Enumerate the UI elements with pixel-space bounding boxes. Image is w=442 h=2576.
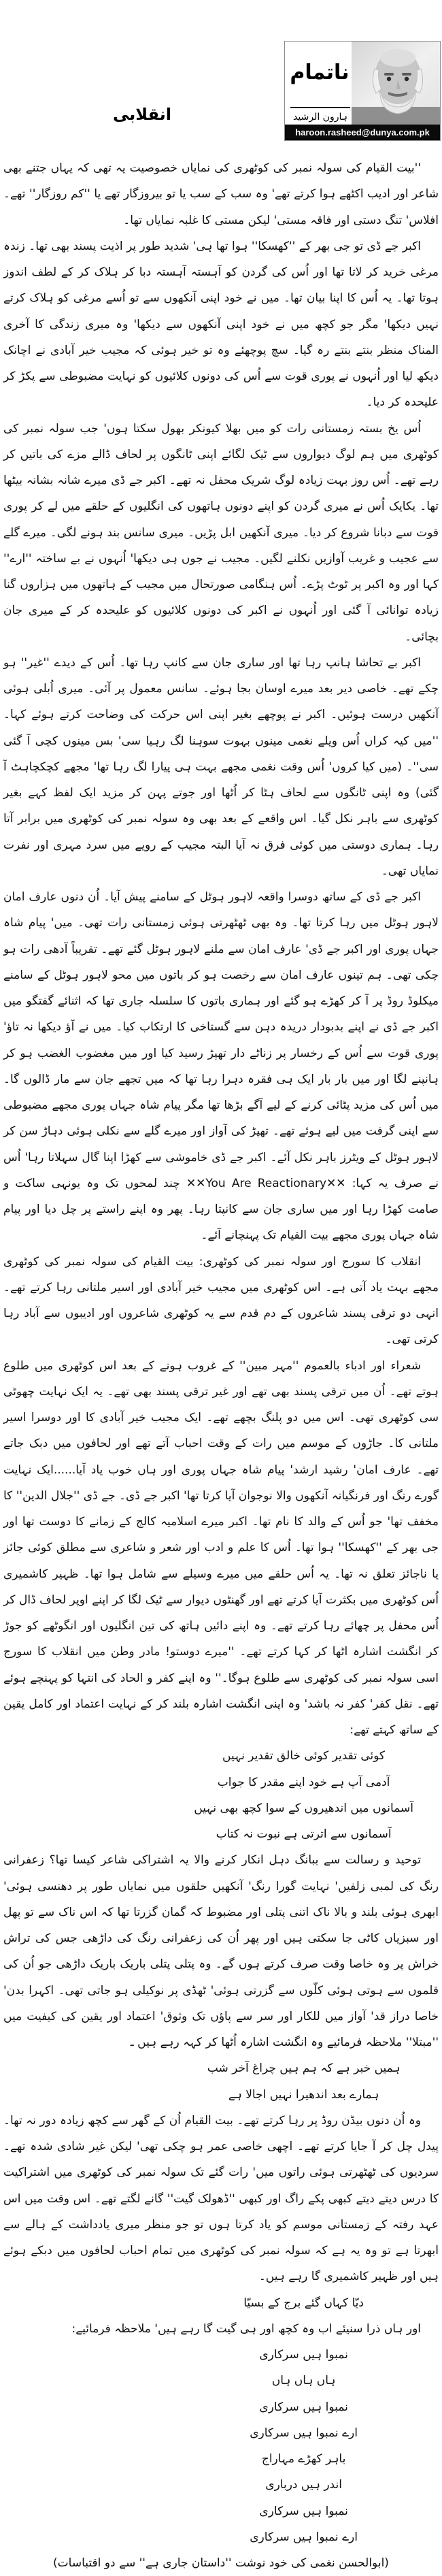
body-paragraph: توحید و رسالت سے ببانگ دہل انکار کرنے والا یہ اشتراکی شاعر کیسا تھا؟ زعفرانی رنگ کی لمبی زلفیں' نہایت گورا رنگ' آنکھیں حلقوں میں نمایاں طور پر دھنسی ہوئی' ابھری ہوئی بلند و بالا ناک اتنی پتلی اور مضبوط کہ گمان گزرتا تھا کہ اس ناک سے تو پھل اور سبزیاں کاٹی جا سکتی ہیں اور پھر اُن کی زعفرانی رنگ کی داڑھی جس کی تراش خراش پر وہ خاصا وقت صرف کرتے ہوں گے۔ وہ پتلی پتلی باریک باریک داڑھی جو اُن کی قلموں سے ہوتی ہوئی کلّوں سے گزرتی ہوئی' ٹھڈی پر نوکیلی ہو جاتی تھی۔ اکہرا بدن' خاصا دراز قد' آواز میں للکار اور سر سے پاؤں تک وثوق' اعتماد اور یقین کی کیفیت میں ''مبتلا'' ملاحظہ فرمائیے وہ انگشت اشارہ اُٹھا کر کہہ رہے ہیں ـ — [3, 1853, 439, 2049]
author-photo — [352, 42, 440, 125]
body-paragraph: اکبر جے ڈی تو جی بھر کے ''کھسکا'' ہوا تھا ہی' شدید طور پر اذیت پسند بھی تھا۔ زندہ مرغی خرید کر لاتا تھا اور اُس کی گردن کو آہستہ آہستہ دبا کر ہلاک کر کے لطف اندوز ہوتا تھا۔ یہ اُس کا اپنا بیان تھا۔ میں نے خود اپنی آنکھوں سے تو اُسے مرغی کو ہلاک کرتے نہیں دیکھا' مگر جو کچھ میں نے خود اپنی آنکھوں سے دیکھا' وہ میری زندگی کا آخری المناک منظر بنتے بنتے رہ گیا۔ سچ پوچھئے وہ تو خیر ہوئی کہ مجیب خیر آبادی نے اچانک دیکھ لیا اور اُنہوں نے پوری قوت سے اُس کی دونوں کلائیوں کو نہایت مضبوطی سے پکڑ کر علیحدہ کر دیا۔ — [3, 239, 439, 410]
article-body — [0, 155, 442, 2576]
masthead-divider — [290, 107, 350, 108]
body-paragraph: ''بیت القیام کی سولہ نمبر کی کوٹھری کی نمایاں خصوصیت یہ تھی کہ یہاں جتنے بھی شاعر اور ادیب اکٹھے ہوا کرتے تھے' وہ سب کے سب یا تو بیروزگار تھے یا ''کم روزگار'' تھے۔ افلاس' تنگ دستی اور فاقہ مستی' لیکن مستی کا غلبہ نمایاں تھا۔ — [3, 161, 439, 227]
verse-line: ارے نمبوا ہیں سرکاری — [250, 2530, 358, 2544]
column-logo: ناتمام — [290, 61, 350, 84]
verse-line: نمبوا ہیں سرکاری — [259, 2504, 348, 2518]
body-paragraph: اُس یخ بستہ زمستانی رات کو میں بھلا کیونکر بھول سکتا ہوں' جب سولہ نمبر کی کوٹھری میں ہم لوگ دیواروں سے ٹیک لگائے اپنی ٹانگوں پر لحاف ڈالے مزے کی باتیں کر رہے تھے۔ اُس روز بہت زیادہ لوگ شریک محفل نہ تھے۔ اکبر جے ڈی میرے شانہ بشانہ بیٹھا تھا۔ یکایک اُس نے میری گردن کو اپنے دونوں ہاتھوں کی انگلیوں کے حلقے میں لے کر پوری قوت سے دبانا شروع کر دیا۔ میری آنکھیں ابل پڑیں۔ میری سانس بند ہونے لگی۔ میرے گلے سے عجیب و غریب آوازیں نکلنے لگیں۔ مجیب نے جوں ہی دیکھا' اُنہوں نے بے ساختہ ''ارے'' کہا اور وہ اکبر پر ٹوٹ پڑے۔ اُس ہنگامی صورتحال میں مجیب کے ہاتھوں میں ہزاروں گنا زیادہ توانائی آ گئی اور اُنہوں نے اکبر کی دونوں کلائیوں کو علیحدہ کر کے میری جان بچائی۔ — [3, 421, 439, 644]
verse-line: کوئی تقدیر کوئی خالق تقدیر نہیں — [222, 1749, 386, 1763]
verse-line: نمبوا ہیں سرکاری — [259, 2348, 348, 2362]
article-title: انقلابی — [112, 105, 172, 125]
verse-line: ہاں ہاں ہاں — [271, 2374, 336, 2388]
body-paragraph: شعراء اور ادباء بالعموم ''مہر مبین'' کے غروب ہونے کے بعد اس کوٹھری میں طلوع ہوتے تھے۔ اُن میں ترقی پسند بھی تھے اور غیر ترقی پسند بھی تھے۔ یہ ایک نہایت چھوٹی سی کوٹھری تھی۔ اس میں دو پلنگ بچھے تھے۔ ایک مجیب خیر آبادی کا اور دوسرا اسیر ملتانی کا۔ جاڑوں کے موسم میں رات کے وقت احباب آتے تھے اور لحافوں میں دبک جاتے تھے۔ عارف امان' رشید ارشد' پیام شاہ جہاں پوری اور ہاں خوب یاد آیا......ایک نہایت گورے رنگ اور فرنگیانہ آنکھوں والا نوجوان آیا کرتا تھا' اکبر جے ڈی۔ جے ڈی ''جلال الدین'' کا مخفف تھا' جو اُس کے والد کا نام تھا۔ اکبر میرے اسلامیہ کالج کے زمانے کا دوست تھا اور جی بھر کے ''کھسکا'' ہوا تھا۔ اُس کا علم و ادب اور شعر و شاعری سے مطلق کوئی جائز یا ناجائز تعلق نہ تھا۔ یہ اُس حلقے میں میرے وسیلے سے شامل ہوا تھا۔ ظہیر کاشمیری اُس کوٹھری میں بکثرت آیا کرتے تھے اور گھنٹوں دیوار سے ٹیک لگا کر اپنے اوپر لحاف ڈال کر اُس محفل پر چھائے رہا کرتے تھے۔ وہ اپنے دائیں ہاتھ کی تین انگلیوں اور انگوٹھے کو جوڑ کر انگشت اشارہ اٹھا کر کہا کرتے تھے۔ ''میرے دوستو! مادر وطن میں انقلاب کا سورج اسی سولہ نمبر کی کوٹھری سے طلوع ہوگا۔'' وہ اپنے کفر و الحاد کی انتہا کو پہنچے ہوئے تھے۔ نقل کفر' کفر نہ باشد' وہ اپنی انگشت اشارہ بلند کر کے نہایت اعتماد اور کامل یقین کے ساتھ کہتے تھے: — [3, 1358, 439, 1737]
masthead — [284, 41, 441, 141]
citation-line: (ابوالحسن نغمی کی خود نوشت ''داستان جاری ہے'' سے دو اقتباسات) — [53, 2556, 389, 2570]
verse-line: آدمی آپ ہے خود اپنے مقدر کا جواب — [217, 1775, 390, 1789]
verse-line: باہر کھڑے مہاراج — [261, 2452, 346, 2466]
verse-line: آسمانوں سے اترتی ہے نبوت نہ کتاب — [216, 1827, 392, 1841]
verse-line: ہمیں خبر ہے کہ ہم ہیں چراغ آخر شب — [207, 2061, 401, 2076]
verse-line: ہمارے بعد اندھیرا نہیں اجالا ہے — [228, 2087, 379, 2102]
verse-line: اندر ہیں درباری — [265, 2478, 342, 2492]
verse-line: ارے نمبوا ہیں سرکاری — [250, 2426, 358, 2440]
author-name: ہارون الرشید — [293, 112, 347, 123]
verse-line: دیّا کہاں گئے برج کے بسیّا — [243, 2296, 364, 2310]
verse-line: آسمانوں میں اندھیروں کے سوا کچھ بھی نہیں — [194, 1801, 413, 1815]
verse-line: نمبوا ہیں سرکاری — [259, 2400, 348, 2414]
body-paragraph: وہ اُن دنوں بیڈن روڈ پر رہا کرتے تھے۔ بیت القیام اُن کے گھر سے کچھ زیادہ دور نہ تھا۔ پیدل چل کر آ جایا کرتے تھے۔ اچھی خاصی عمر ہو چکی تھی' لیکن غیر شادی شدہ تھے۔ سردیوں کی ٹھٹھرتی ہوئی راتوں میں' رات گئے تک سولہ نمبر کی کوٹھری میں اشتراکیت کا درس دیتے دیتے کبھی پکے راگ اور کبھی ''ڈھولک گیت'' گانے لگتے تھے۔ اس وقت میں اس عہد رفتہ کے زمستانی موسم کو یاد کرتا ہوں تو جو منظر میری یادداشت کے ہالے سے ابھرتا ہے تو وہ یہ ہے کہ سولہ نمبر کی کوٹھری میں تمام احباب لحافوں میں دبکے ہوئے ہیں اور ظہیر کاشمیری گا رہے ہیں۔ — [3, 2113, 439, 2284]
body-paragraph: اور ہاں ذرا سنیئے اب وہ کچھ اور ہی گیت گا رہے ہیں' ملاحظہ فرمائیے: — [71, 2321, 421, 2336]
author-email: haroon.rasheed@dunya.com.pk — [285, 125, 440, 140]
body-paragraph: اکبر بے تحاشا ہانپ رہا تھا اور ساری جان سے کانپ رہا تھا۔ اُس کے دیدے ''غیر'' ہو چکے تھے۔ خاصی دیر بعد میرے اوسان بجا ہوئے۔ سانس معمول پر آئی۔ میری اُبلی ہوئی آنکھیں درست ہوئیں۔ اکبر نے پوچھے بغیر اپنی اس حرکت کی وضاحت کرتے ہوئے کہا۔ ''میں کیہ کراں اُس ویلے نغمی مینوں بہوت سوہنا لگ رہیا سی' بس مینوں کچی آ گئی سی''۔ (میں کیا کروں' اُس وقت نغمی مجھے بہت ہی پیارا لگ رہا تھا' مجھے کچکچاہٹ آ گئی) وہ اپنی ٹانگوں سے لحاف ہٹا کر اُٹھا اور جوتے پہن کر مزید ایک لفظ کہے بغیر کوٹھری سے باہر نکل گیا۔ اس واقعے کے بعد بھی وہ سولہ نمبر کی کوٹھری میں برابر آتا رہا۔ ہماری دوستی میں کوئی فرق نہ آیا البتہ مجیب کے رویے میں سرد مہری اور نفرت نمایاں تھی۔ — [3, 655, 439, 878]
body-paragraph: انقلاب کا سورج اور سولہ نمبر کی کوٹھری: بیت القیام کی سولہ نمبر کی کوٹھری مجھے بہت یاد آتی ہے۔ اس کوٹھری میں مجیب خیر آبادی اور اسیر ملتانی رہا کرتے تھے۔ انہی دو ترقی پسند شاعروں کے دم قدم سے یہ کوٹھری شاعروں اور ادیبوں سے آباد رہا کرتی تھی۔ — [3, 1254, 439, 1347]
body-paragraph: اکبر جے ڈی کے ساتھ دوسرا واقعہ لاہور ہوٹل کے سامنے پیش آیا۔ اُن دنوں عارف امان لاہور ہوٹل میں رہا کرتا تھا۔ وہ بھی ٹھٹھرتی ہوئی زمستانی رات تھی۔ میں' پیام شاہ جہاں پوری اور اکبر جے ڈی' عارف امان سے ملنے لاہور ہوٹل گئے تھے۔ تقریباً آدھی رات ہو چکی تھی۔ ہم تینوں عارف امان سے رخصت ہو کر باتوں میں محو لاہور ہوٹل کے سامنے میکلوڈ روڈ پر آ کر کھڑے ہو گئے اور ہماری باتوں کا سلسلہ جاری تھا کہ اثنائے گفتگو میں اکبر جے ڈی نے اپنے بدبودار دریدہ دہن سے گستاخی کا ارتکاب کیا۔ میں نے آؤ دیکھا نہ تاؤ' پوری قوت سے اُس کے رخسار پر زناٹے دار تھپڑ رسید کیا اور میں مغضوب الغضب ہو کر ہانپنے لگا اور میں بار بار ایک ہی فقرہ دہرا رہا تھا کہ میں تجھے جان سے مار ڈالوں گا۔ میں اُس کی مزید پٹائی کرنے کے لیے آگے بڑھا تھا مگر پیام شاہ جہاں پوری مجھے مضبوطی سے اپنی گرفت میں لیے ہوئے تھے۔ تھپڑ کی آواز اور میرے گلے سے نکلی ہوئی دہاڑ سن کر لاہور ہوٹل کے ویٹرز باہر نکل آئے۔ اکبر جے ڈی خاموشی سے کھڑا اپنا گال سہلاتا رہا' اُس نے صرف یہ کہا: ✕✕You Are Reactionary✕✕ چند لمحوں تک وہ یونہی ساکت و صامت کھڑا رہا اور میں ساری جان سے کانپتا رہا۔ پھر وہ اپنے راستے پر چل دیا اور پیام شاہ جہاں پوری مجھے بیت القیام تک پہنچانے آئے۔ — [3, 890, 439, 1243]
